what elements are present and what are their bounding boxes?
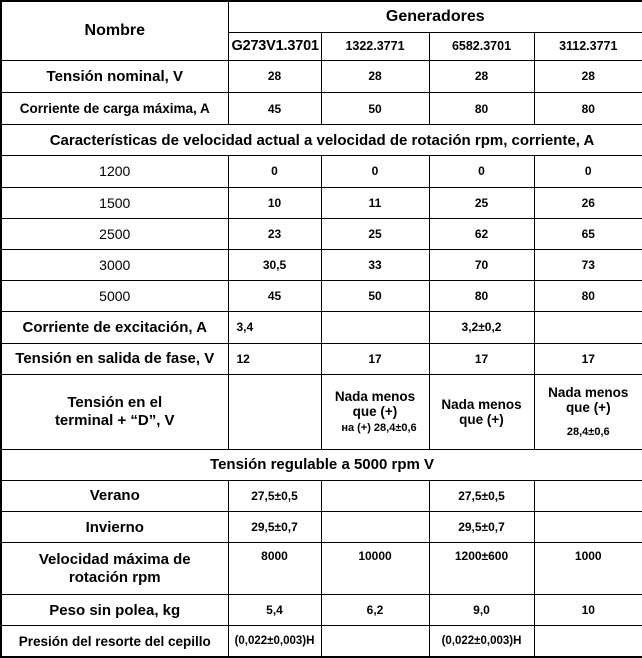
table-row-brush-spring-pressure [1, 626, 642, 657]
header-model-4: 3112.3771 [534, 32, 642, 60]
cell-winter-1: 29,5±0,7 [228, 511, 321, 542]
row-label-weight-without-pulley: Peso sin polea, kg [1, 595, 228, 626]
cell-rpm-3000-1: 30,5 [228, 249, 321, 280]
section-header-adjustable-voltage: Tensión regulable a 5000 rpm V [1, 449, 642, 480]
row-label-excitation-current: Corriente de excitación, A [1, 312, 228, 343]
cell-max-load-current-3: 80 [429, 92, 534, 124]
cell-terminal-d-2 [321, 374, 429, 449]
row-label-summer: Verano [1, 480, 228, 511]
header-generators-group: Generadores [228, 1, 642, 32]
cell-rpm-1200-2: 0 [321, 156, 429, 187]
cell-winter-3: 29,5±0,7 [429, 511, 534, 542]
cell-max-rotation-speed-3: 1200±600 [429, 543, 534, 595]
header-model-3: 6582.3701 [429, 32, 534, 60]
table-row-rpm-3000 [1, 249, 642, 280]
cell-rpm-5000-2: 50 [321, 281, 429, 312]
cell-rpm-1500-3: 25 [429, 187, 534, 218]
cell-max-rotation-speed-2: 10000 [321, 543, 429, 595]
table-row-max-load-current [1, 92, 642, 124]
row-label-brush-spring-pressure: Presión del resorte del cepillo [1, 626, 228, 657]
section-header-speed-characteristics-row [1, 125, 642, 156]
cell-max-rotation-speed-4: 1000 [534, 543, 642, 595]
header-model-1: G273V1.3701 [228, 32, 321, 60]
cell-weight-2: 6,2 [321, 595, 429, 626]
cell-summer-2 [321, 480, 429, 511]
cell-rpm-3000-3: 70 [429, 249, 534, 280]
cell-phase-output-voltage-1: 12 [228, 343, 321, 374]
cell-rpm-2500-4: 65 [534, 218, 642, 249]
header-name-cell: Nombre [1, 1, 228, 60]
table-row-weight-without-pulley [1, 595, 642, 626]
cell-rpm-3000-4: 73 [534, 249, 642, 280]
cell-summer-1: 27,5±0,5 [228, 480, 321, 511]
cell-weight-1: 5,4 [228, 595, 321, 626]
table-row-rpm-2500 [1, 218, 642, 249]
cell-terminal-d-1 [228, 374, 321, 449]
cell-weight-3: 9,0 [429, 595, 534, 626]
row-label-phase-output-voltage: Tensión en salida de fase, V [1, 343, 228, 374]
cell-weight-4: 10 [534, 595, 642, 626]
cell-max-load-current-4: 80 [534, 92, 642, 124]
cell-rpm-1500-2: 11 [321, 187, 429, 218]
section-header-adjustable-voltage-row [1, 449, 642, 480]
table-row-excitation-current [1, 312, 642, 343]
terminal-label-line-1: Tensión en el [67, 393, 163, 411]
section-header-speed-characteristics: Características de velocidad actual a velocidad de rotación rpm, corriente, A [1, 125, 642, 156]
row-label-rpm-3000: 3000 [1, 249, 228, 280]
terminal-d-3-lead: Nada menos que (+) [441, 396, 522, 427]
cell-max-load-current-2: 50 [321, 92, 429, 124]
cell-rpm-1500-1: 10 [228, 187, 321, 218]
cell-phase-output-voltage-3: 17 [429, 343, 534, 374]
table-header-row-group [1, 1, 642, 32]
table-row-winter [1, 511, 642, 542]
cell-rpm-3000-2: 33 [321, 249, 429, 280]
table-row-max-rotation-speed [1, 543, 642, 595]
terminal-label-line-2: terminal + “D”, V [54, 411, 175, 429]
row-label-nominal-voltage: Tensión nominal, V [1, 60, 228, 92]
cell-terminal-d-3 [429, 374, 534, 449]
max-speed-label-line-1: Velocidad máxima de [38, 550, 191, 568]
cell-rpm-5000-3: 80 [429, 281, 534, 312]
row-label-rpm-1200: 1200 [1, 156, 228, 187]
cell-brush-spring-pressure-4 [534, 626, 642, 657]
table-row-phase-output-voltage [1, 343, 642, 374]
row-label-max-load-current: Corriente de carga máxima, A [1, 92, 228, 124]
header-model-2: 1322.3771 [321, 32, 429, 60]
cell-rpm-5000-4: 80 [534, 281, 642, 312]
cell-excitation-current-1: 3,4 [228, 312, 321, 343]
cell-rpm-1500-4: 26 [534, 187, 642, 218]
row-label-rpm-1500: 1500 [1, 187, 228, 218]
cell-rpm-2500-1: 23 [228, 218, 321, 249]
row-label-max-rotation-speed [1, 543, 228, 595]
cell-terminal-d-4 [534, 374, 642, 449]
table-row-nominal-voltage [1, 60, 642, 92]
terminal-d-4-lead: Nada menos que (+) [548, 385, 629, 416]
cell-max-rotation-speed-1: 8000 [228, 543, 321, 595]
max-speed-label-line-2: rotación rpm [68, 568, 161, 586]
table-row-rpm-1500 [1, 187, 642, 218]
cell-excitation-current-2 [321, 312, 429, 343]
cell-brush-spring-pressure-1: (0,022±0,003)H [228, 626, 321, 657]
cell-rpm-1200-4: 0 [534, 156, 642, 187]
cell-summer-4 [534, 480, 642, 511]
cell-brush-spring-pressure-2 [321, 626, 429, 657]
cell-rpm-5000-1: 45 [228, 281, 321, 312]
cell-rpm-1200-1: 0 [228, 156, 321, 187]
cell-summer-3: 27,5±0,5 [429, 480, 534, 511]
cell-excitation-current-3: 3,2±0,2 [429, 312, 534, 343]
cell-nominal-voltage-1: 28 [228, 60, 321, 92]
cell-brush-spring-pressure-3: (0,022±0,003)H [429, 626, 534, 657]
row-label-rpm-2500: 2500 [1, 218, 228, 249]
table-row-terminal-d-voltage [1, 374, 642, 449]
cell-excitation-current-4 [534, 312, 642, 343]
row-label-rpm-5000: 5000 [1, 281, 228, 312]
cell-nominal-voltage-2: 28 [321, 60, 429, 92]
row-label-winter: Invierno [1, 511, 228, 542]
row-label-terminal-d-voltage [1, 374, 228, 449]
table-row-rpm-1200 [1, 156, 642, 187]
terminal-d-2-tail: на (+) 28,4±0,6 [341, 421, 417, 434]
cell-nominal-voltage-3: 28 [429, 60, 534, 92]
cell-phase-output-voltage-4: 17 [534, 343, 642, 374]
cell-rpm-2500-3: 62 [429, 218, 534, 249]
cell-rpm-1200-3: 0 [429, 156, 534, 187]
cell-winter-4 [534, 511, 642, 542]
cell-phase-output-voltage-2: 17 [321, 343, 429, 374]
cell-winter-2 [321, 511, 429, 542]
cell-nominal-voltage-4: 28 [534, 60, 642, 92]
terminal-d-4-tail: 28,4±0,6 [566, 425, 610, 438]
table-row-summer [1, 480, 642, 511]
cell-max-load-current-1: 45 [228, 92, 321, 124]
terminal-d-2-lead: Nada menos que (+) [334, 389, 416, 420]
table-row-rpm-5000 [1, 281, 642, 312]
cell-rpm-2500-2: 25 [321, 218, 429, 249]
